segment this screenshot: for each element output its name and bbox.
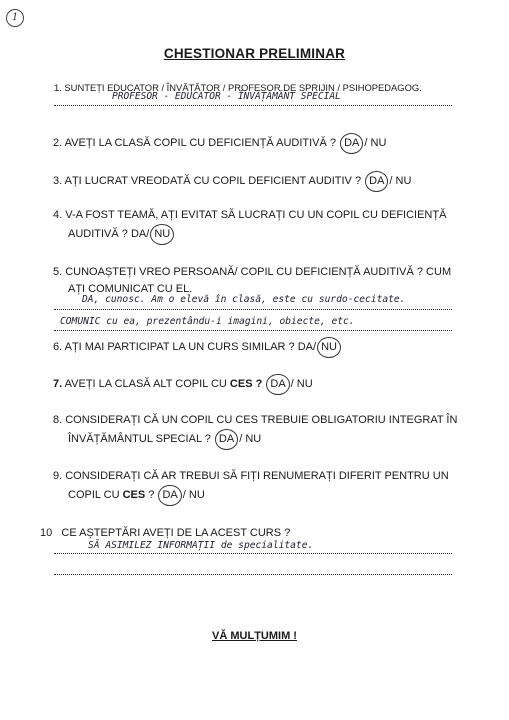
answer-line (54, 574, 452, 575)
question-9-line2 (53, 485, 449, 506)
answer-line (54, 553, 452, 554)
question-9-text: COPIL CU (68, 489, 120, 501)
question-3-text: 3. AȚI LUCRAT VREODATĂ CU COPIL DEFICIENT AUDITIV ? (53, 175, 362, 187)
question-5-line2: AȚI COMUNICAT CU EL. (68, 283, 193, 295)
question-6 (53, 337, 342, 358)
question-6-text: 6. AȚI MAI PARTICIPAT LA UN CURS SIMILAR ? (53, 341, 295, 353)
answer-circled-nu: NU (150, 224, 174, 245)
answer-10: SĂ ASIMILEZ INFORMAȚII de specialitate. (88, 540, 314, 551)
option-da: DA (297, 341, 313, 353)
question-1: 1. SUNTEȚI EDUCATOR / ÎNVĂȚĂTOR / PROFESOR DE SPRIJIN / PSIHOPEDAGOG. (54, 82, 422, 93)
question-8-line1: 8. CONSIDERAȚI CĂ UN COPIL CU CES TREBUIE OBLIGATORIU INTEGRAT ÎN (53, 414, 458, 426)
question-10: 10 CE AȘTEPTĂRI AVEȚI DE LA ACEST CURS ? (40, 527, 291, 539)
separator: / (182, 489, 186, 501)
answer-circled-da: DA (215, 429, 238, 450)
question-8-line2 (53, 429, 457, 450)
ces-label: CES ? (229, 378, 263, 390)
question-8-text: ÎNVĂȚĂMÂNTUL SPECIAL ? (68, 433, 211, 445)
question-4 (53, 207, 446, 245)
question-5 (53, 264, 451, 298)
question-2-text: 2. AVEȚI LA CLASĂ COPIL CU DEFICIENȚĂ AUDITIVĂ ? (53, 137, 337, 149)
option-nu: NU (245, 433, 262, 445)
question-4-text: AUDITIVĂ ? (68, 228, 128, 240)
question-3 (53, 171, 411, 192)
answer-line (54, 309, 452, 310)
answer-circled-da: DA (266, 374, 289, 395)
separator: / (389, 175, 393, 187)
answer-circled-da: DA (158, 485, 181, 506)
question-4-line1: 4. V-A FOST TEAMĂ, AȚI EVITAT SĂ LUCRAȚI CU UN COPIL CU DEFICIENȚĂ (53, 209, 447, 221)
page-title: CHESTIONAR PRELIMINAR (163, 46, 346, 61)
answer-line (54, 330, 452, 331)
question-2 (53, 133, 386, 154)
separator: / (146, 228, 150, 240)
option-nu: NU (370, 137, 387, 149)
question-7-text: AVEȚI LA CLASĂ ALT COPIL CU (64, 378, 227, 390)
question-9-line1: 9. CONSIDERAȚI CĂ AR TREBUI SĂ FIȚI RENUMERAȚI DIFERIT PENTRU UN (53, 470, 449, 482)
separator: / (364, 137, 368, 149)
answer-circled-da: DA (340, 133, 363, 154)
question-8 (53, 412, 457, 450)
separator: / (239, 433, 243, 445)
thank-you-note: VĂ MULȚUMIM ! (212, 630, 297, 642)
question-9 (53, 468, 449, 506)
option-nu: NU (395, 175, 412, 187)
question-mark: ? (148, 489, 155, 501)
option-nu: NU (296, 378, 313, 390)
answer-5-line2: COMUNIC cu ea, prezentându-i imagini, obiecte, etc. (60, 316, 355, 327)
answer-circled-nu: NU (317, 337, 341, 358)
option-nu: NU (188, 489, 205, 501)
question-4-line2 (53, 224, 446, 245)
page-number: 1 (6, 9, 24, 27)
option-da: DA (130, 228, 147, 240)
answer-line (54, 105, 452, 106)
separator: / (290, 378, 294, 390)
question-7-number: 7. (53, 378, 63, 390)
answer-5-line1: DA, cunosc. Am o elevă în clasă, este cu surdo-cecitate. (82, 294, 406, 305)
separator: / (313, 341, 317, 353)
ces-label: CES (122, 489, 146, 501)
question-5-line1: 5. CUNOAȘTEȚI VREO PERSOANĂ/ COPIL CU DEFICIENȚĂ AUDITIVĂ ? CUM (53, 266, 452, 278)
answer-circled-da: DA (365, 171, 388, 192)
answer-1: PROFESOR - EDUCATOR - ÎNVĂȚĂMÂNT SPECIAL (112, 91, 341, 102)
question-7 (53, 374, 313, 395)
